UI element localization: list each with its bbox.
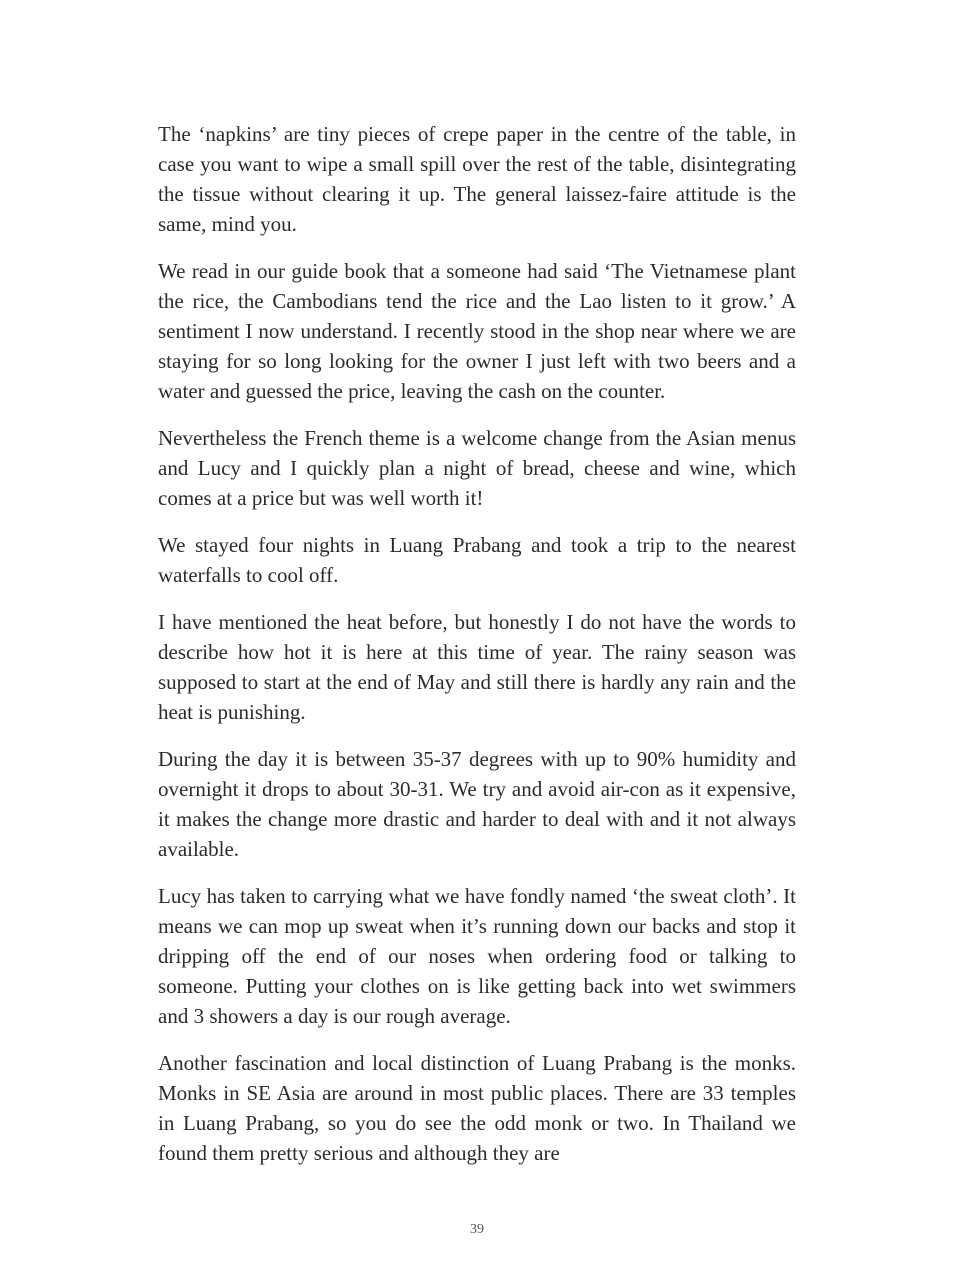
paragraph-heat: I have mentioned the heat before, but honestly I do not have the words to describe how hot it is here at this time of year. The rainy season was supposed to start at the end of May and still there is hardly any rain and the heat is punishing. [158,610,796,724]
paragraph-french-theme: Nevertheless the French theme is a welcome change from the Asian menus and Lucy and I quickly plan a night of bread, cheese and wine, which comes at a price but was well worth it! [158,426,796,510]
paragraph-monks: Another fascination and local distinction of Luang Prabang is the monks. Monks in SE Asia are around in most public places. There are 33 temples in Luang Prabang, so you do see the odd monk or two. In Thailand we found them pretty serious and although they are [158,1051,796,1165]
body-text [158,119,796,1185]
page-number: 39 [470,1222,484,1237]
paragraph-napkins: The ‘napkins’ are tiny pieces of crepe paper in the centre of the table, in case you want to wipe a small spill over the rest of the table, disintegrating the tissue without clearing it up. The general laissez-faire attitude is the same, mind you. [158,122,796,236]
paragraph-four-nights: We stayed four nights in Luang Prabang and took a trip to the nearest waterfalls to cool off. [158,533,796,587]
paragraph-guide-book: We read in our guide book that a someone had said ‘The Vietnamese plant the rice, the Cambodians tend the rice and the Lao listen to it grow.’ A sentiment I now understand. I recently stood in the shop near where we are staying for so long looking for the owner I just left with two beers and a water and guessed the price, leaving the cash on the counter. [158,259,796,403]
paragraph-humidity: During the day it is between 35-37 degrees with up to 90% humidity and overnight it drops to about 30-31. We try and avoid air-con as it expensive, it makes the change more drastic and harder to deal with and it not always available. [158,747,796,861]
paragraph-sweat-cloth: Lucy has taken to carrying what we have fondly named ‘the sweat cloth’. It means we can mop up sweat when it’s running down our backs and stop it dripping off the end of our noses when ordering food or talking to someone. Putting your clothes on is like getting back into wet swimmers and 3 showers a day is our rough average. [158,884,796,1028]
